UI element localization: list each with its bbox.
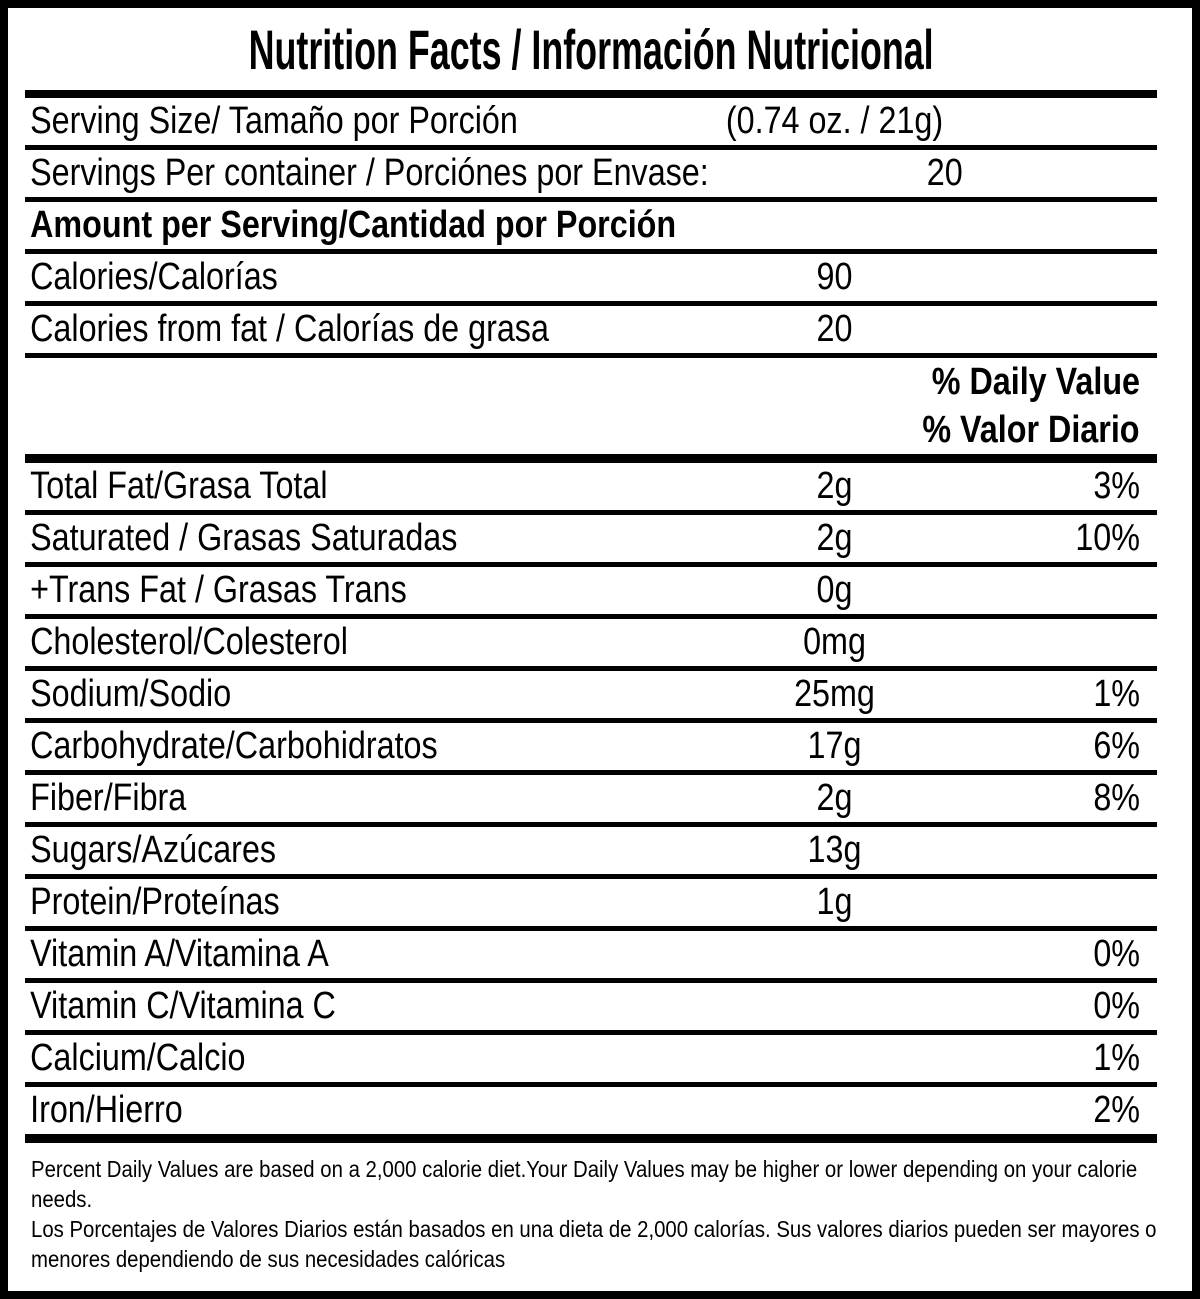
serving-size-value: (0.74 oz. / 21g) <box>725 100 944 142</box>
nutrient-label: Fiber/Fibra <box>30 777 187 819</box>
nutrient-amount: 17g <box>807 725 862 767</box>
nutrient-label: Vitamin A/Vitamina A <box>30 933 329 975</box>
nutrient-label: Cholesterol/Colesterol <box>30 621 348 663</box>
calories-row <box>25 254 1157 306</box>
daily-value-header-en-line <box>25 358 1157 406</box>
nutrient-amount: 2g <box>816 777 853 819</box>
servings-per-container-row <box>25 150 1157 202</box>
nutrient-daily-value: 2% <box>1093 1089 1140 1131</box>
nutrient-amount: 0g <box>816 569 853 611</box>
label-title-wrap <box>25 8 1157 90</box>
nutrient-row <box>25 619 1157 671</box>
footnote-section <box>25 1143 1157 1275</box>
nutrient-daily-value: 0% <box>1093 933 1140 975</box>
nutrient-row <box>25 515 1157 567</box>
nutrient-label: Saturated / Grasas Saturadas <box>30 517 458 559</box>
nutrient-row <box>25 827 1157 879</box>
calories-from-fat-value: 20 <box>816 308 853 350</box>
nutrient-row <box>25 1035 1157 1087</box>
servings-per-container-label: Servings Per container / Porciónes por Envase: <box>30 152 709 194</box>
serving-size-label: Serving Size/ Tamaño por Porción <box>30 100 518 142</box>
daily-value-header-en: % Daily Value <box>931 360 1140 403</box>
nutrient-row <box>25 463 1157 515</box>
nutrient-row <box>25 671 1157 723</box>
nutrient-daily-value: 6% <box>1093 725 1140 767</box>
nutrient-row <box>25 775 1157 827</box>
label-content <box>25 8 1157 1275</box>
daily-value-header-block <box>25 358 1157 463</box>
nutrient-label: Vitamin C/Vitamina C <box>30 985 336 1027</box>
nutrient-amount: 2g <box>816 517 853 559</box>
nutrient-daily-value: 1% <box>1093 673 1140 715</box>
nutrient-row <box>25 723 1157 775</box>
nutrient-label: Protein/Proteínas <box>30 881 280 923</box>
nutrient-row <box>25 879 1157 931</box>
nutrient-row <box>25 983 1157 1035</box>
calories-from-fat-label: Calories from fat / Calorías de grasa <box>30 308 549 350</box>
label-title: Nutrition Facts / Información Nutricional <box>248 17 934 81</box>
footnote-es: Los Porcentajes de Valores Diarios están basados en una dieta de 2,000 calorías. Sus valores diarios pueden ser mayores o menores dependiendo de sus necesidades calóricas <box>31 1215 1157 1272</box>
nutrient-label: Total Fat/Grasa Total <box>30 465 328 507</box>
nutrient-amount: 0mg <box>803 621 866 663</box>
nutrient-amount: 25mg <box>794 673 875 715</box>
serving-size-row <box>25 98 1157 150</box>
nutrient-label: +Trans Fat / Grasas Trans <box>30 569 407 611</box>
servings-per-container-value: 20 <box>927 152 964 194</box>
nutrient-row <box>25 567 1157 619</box>
nutrient-amount: 13g <box>807 829 862 871</box>
amount-per-serving-header-row <box>25 202 1157 254</box>
calories-value: 90 <box>816 256 853 298</box>
daily-value-header-es-line <box>25 406 1157 454</box>
nutrient-label: Calcium/Calcio <box>30 1037 246 1079</box>
amount-per-serving-header: Amount per Serving/Cantidad por Porción <box>30 204 677 246</box>
nutrient-daily-value: 8% <box>1093 777 1140 819</box>
nutrient-label: Iron/Hierro <box>30 1089 183 1131</box>
calories-label: Calories/Calorías <box>30 256 278 298</box>
nutrient-daily-value: 10% <box>1075 517 1140 559</box>
footnote-en: Percent Daily Values are based on a 2,000 calorie diet.Your Daily Values may be higher or lower depending on your calorie needs. <box>31 1156 1138 1212</box>
nutrient-daily-value: 1% <box>1093 1037 1140 1079</box>
nutrient-row <box>25 1087 1157 1143</box>
title-separator-bar <box>25 90 1157 98</box>
nutrient-daily-value: 3% <box>1093 465 1140 507</box>
calories-from-fat-row <box>25 306 1157 358</box>
nutrient-amount: 2g <box>816 465 853 507</box>
daily-value-header-es: % Valor Diario <box>922 408 1140 451</box>
nutrient-label: Sodium/Sodio <box>30 673 232 715</box>
nutrient-rows <box>25 463 1157 1143</box>
nutrient-daily-value: 0% <box>1093 985 1140 1027</box>
nutrient-row <box>25 931 1157 983</box>
nutrient-label: Sugars/Azúcares <box>30 829 277 871</box>
nutrient-label: Carbohydrate/Carbohidratos <box>30 725 438 767</box>
nutrient-amount: 1g <box>816 881 853 923</box>
